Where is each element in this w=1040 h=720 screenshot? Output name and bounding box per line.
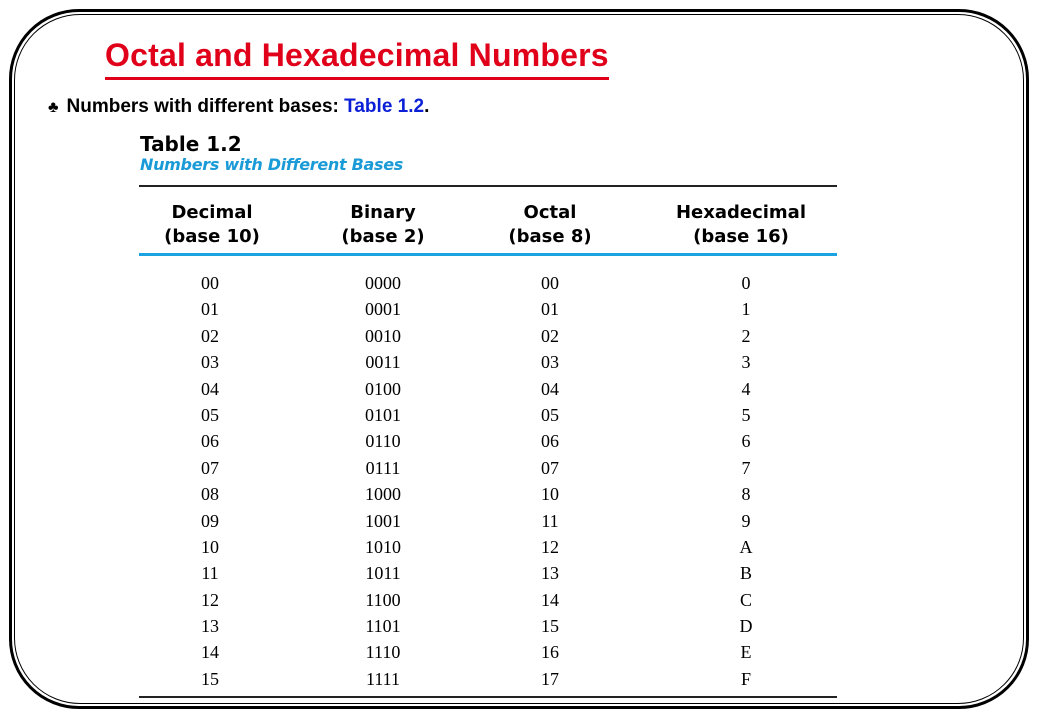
table-header-rule — [139, 253, 837, 256]
slide-title: Octal and Hexadecimal Numbers — [105, 37, 609, 80]
bullet-text: Numbers with different bases: — [66, 96, 345, 117]
table-cell: 15 — [201, 668, 219, 689]
table-cell: 6 — [741, 431, 751, 452]
column-decimal — [150, 270, 270, 692]
table-caption — [140, 133, 403, 175]
table-cell: 1101 — [365, 616, 401, 637]
table-cell: 10 — [541, 484, 559, 505]
table-cell: 00 — [201, 273, 219, 293]
header-hexadecimal-base: (base 16) — [693, 226, 789, 247]
column-hexadecimal — [686, 270, 806, 692]
table-cell: A — [739, 536, 753, 557]
table-cell: 02 — [541, 325, 559, 346]
header-binary-base: (base 2) — [341, 226, 425, 247]
table-cell: F — [740, 668, 751, 689]
table-cell: 0110 — [365, 431, 401, 452]
header-hexadecimal-name: Hexadecimal — [675, 202, 807, 223]
bullet-point — [48, 96, 429, 118]
table-cell: 06 — [541, 431, 559, 452]
table-cell: 17 — [541, 668, 559, 689]
table-cell: 15 — [541, 616, 559, 637]
table-cell: 04 — [541, 378, 559, 399]
table-cell: 1001 — [365, 510, 401, 531]
table-cell: 09 — [201, 510, 219, 531]
table-cell: E — [740, 642, 752, 663]
header-decimal-name: Decimal — [171, 202, 253, 223]
table-cell: 1111 — [366, 668, 400, 689]
table-cell: 04 — [201, 378, 219, 399]
table-cell: 0 — [741, 273, 751, 293]
table-top-rule — [139, 185, 837, 187]
header-decimal-base: (base 10) — [164, 226, 260, 247]
table-cell: 0010 — [365, 325, 401, 346]
table-cell: 16 — [541, 642, 559, 663]
table-cell: 08 — [201, 484, 219, 505]
table-cell: 1000 — [365, 484, 401, 505]
table-cell: 8 — [741, 484, 751, 505]
table-cell: 0111 — [365, 457, 401, 478]
table-cell: 07 — [201, 457, 219, 478]
header-octal — [460, 201, 640, 249]
table-label: Table 1.2 — [140, 132, 242, 156]
table-cell: 06 — [201, 431, 219, 452]
table-cell: 13 — [541, 563, 559, 584]
table-cell: 12 — [201, 589, 219, 610]
header-binary — [293, 201, 473, 249]
header-octal-name: Octal — [523, 202, 577, 223]
table-cell: 1 — [741, 299, 751, 320]
table-cell: 12 — [541, 536, 559, 557]
header-hexadecimal — [651, 201, 831, 249]
table-cell: 11 — [541, 510, 559, 531]
table-cell: 11 — [201, 563, 219, 584]
table-cell: 01 — [201, 299, 219, 320]
table-cell: 7 — [741, 457, 751, 478]
column-octal — [490, 270, 610, 692]
bullet-end: . — [424, 96, 430, 117]
table-cell: 03 — [201, 352, 219, 373]
header-octal-base: (base 8) — [508, 226, 592, 247]
header-decimal — [122, 201, 302, 249]
club-bullet-icon: ♣ — [48, 99, 59, 116]
table-cell: 0000 — [365, 273, 401, 293]
table-cell: 3 — [741, 352, 751, 373]
table-cell: 14 — [201, 642, 219, 663]
column-binary — [323, 270, 443, 692]
table-cell: 2 — [741, 325, 751, 346]
table-cell: 14 — [541, 589, 559, 610]
table-cell: C — [739, 589, 752, 610]
table-cell: 07 — [541, 457, 559, 478]
table-title: Numbers with Different Bases — [140, 155, 403, 174]
header-binary-name: Binary — [350, 202, 416, 223]
table-cell: B — [739, 563, 752, 584]
table-cell: 0011 — [365, 352, 401, 373]
table-cell: 4 — [741, 378, 751, 399]
table-cell: 1100 — [365, 589, 401, 610]
table-cell: 02 — [201, 325, 219, 346]
table-cell: 1010 — [365, 536, 401, 557]
table-cell: 9 — [741, 510, 751, 531]
table-cell: 05 — [541, 404, 559, 425]
table-bottom-rule — [139, 696, 837, 698]
table-cell: 01 — [541, 299, 559, 320]
table-cell: 5 — [741, 404, 751, 425]
table-cell: 10 — [201, 536, 219, 557]
table-cell: 1110 — [365, 642, 401, 663]
table-cell: 00 — [541, 273, 559, 293]
table-cell: 0101 — [365, 404, 401, 425]
table-reference: Table 1.2 — [344, 96, 425, 117]
table-cell: 0001 — [365, 299, 401, 320]
table-cell: 1011 — [365, 563, 401, 584]
table-cell: 0100 — [365, 378, 401, 399]
table-cell: 03 — [541, 352, 559, 373]
table-cell: 13 — [201, 616, 219, 637]
table-cell: D — [739, 616, 753, 637]
table-cell: 05 — [201, 404, 219, 425]
